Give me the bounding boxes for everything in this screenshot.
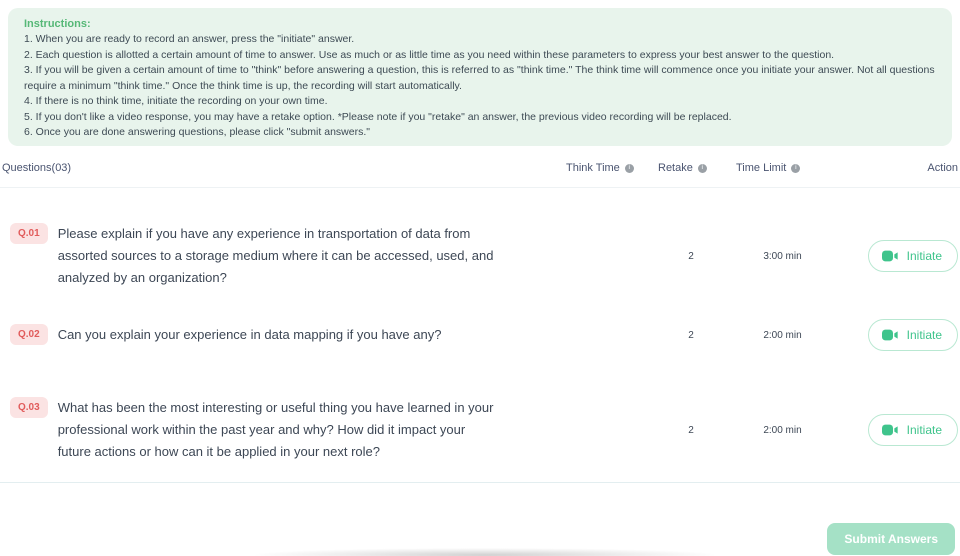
action-cell [829,319,958,351]
retake-value: 2 [688,250,694,262]
retake-value: 2 [688,424,694,436]
question-text: Can you explain your experience in data mapping if you have any? [57,327,442,342]
time-limit-value: 2:00 min [763,424,802,436]
table-header-row [0,145,960,188]
question-cell [10,223,558,289]
video-camera-icon [882,329,898,341]
initiate-button-label: Initiate [906,328,942,342]
question-id-badge: Q.02 [10,324,48,345]
column-header-think-time [558,162,646,174]
questions-table [0,145,960,483]
instruction-item: 2. Each question is allotted a certain amount of time to answer. Use as much or as little time as you need within these parameters to express your best answer to the question. [24,48,835,61]
time-limit-value: 3:00 min [763,250,802,262]
initiate-button-label: Initiate [906,423,942,437]
info-icon[interactable]: i [625,164,634,173]
retake-value: 2 [688,329,694,341]
instruction-item: 6. Once you are done answering questions, please click "submit answers." [24,126,370,138]
question-cell [10,397,558,463]
time-limit-value: 2:00 min [763,329,802,341]
column-header-time-limit [724,162,829,174]
retake-label: Retake [658,162,693,174]
question-rows [0,223,960,463]
column-header-retake [646,162,724,174]
question-id-badge: Q.01 [10,223,48,244]
instruction-item: 1. When you are ready to record an answer, press the "initiate" answer. [24,33,355,45]
time-limit-label: Time Limit [736,162,787,174]
initiate-button[interactable] [868,414,958,446]
card-bottom-shadow [255,548,715,556]
question-text: Please explain if you have any experience in transportation of data from assorted sources to a storage medium where it can be accessed, used, and analyzed by an organization? [57,226,494,285]
action-cell [829,414,958,446]
instruction-item: 4. If there is no think time, initiate the recording on your own time. [24,95,328,107]
instructions-title: Instructions: [24,18,91,30]
submit-answers-button[interactable]: Submit Answers [827,523,955,555]
footer-divider [0,482,960,483]
question-text: What has been the most interesting or useful thing you have learned in your professional work within the past year and why? How did it impact your future actions or how can it be applied in your next role? [57,400,494,459]
instructions-panel [8,8,952,146]
initiate-button-label: Initiate [906,249,942,263]
initiate-button[interactable] [868,240,958,272]
instruction-item: 3. If you will be given a certain amount of time to "think" before answering a question, this is referred to as "think time." The think time will commence once you initiate your answer. Not all questions require a minimum "think time." Once the think time is up, the recording will start automatically. [24,64,935,92]
think-time-label: Think Time [566,162,620,174]
question-row [0,319,960,351]
column-header-action: Action [927,162,958,174]
column-header-questions: Questions(03) [2,162,72,174]
instructions-list [24,32,936,141]
question-cell [10,324,558,346]
instruction-item: 5. If you don't like a video response, you may have a retake option. *Please note if you "retake" an answer, the previous video recording will be replaced. [24,110,732,123]
footer [827,523,955,555]
question-row [0,397,960,463]
initiate-button[interactable] [868,319,958,351]
action-cell [829,240,958,272]
question-id-badge: Q.03 [10,397,48,418]
info-icon[interactable]: i [791,164,800,173]
question-row [0,223,960,289]
video-camera-icon [882,424,898,436]
info-icon[interactable]: i [698,164,707,173]
video-camera-icon [882,250,898,262]
